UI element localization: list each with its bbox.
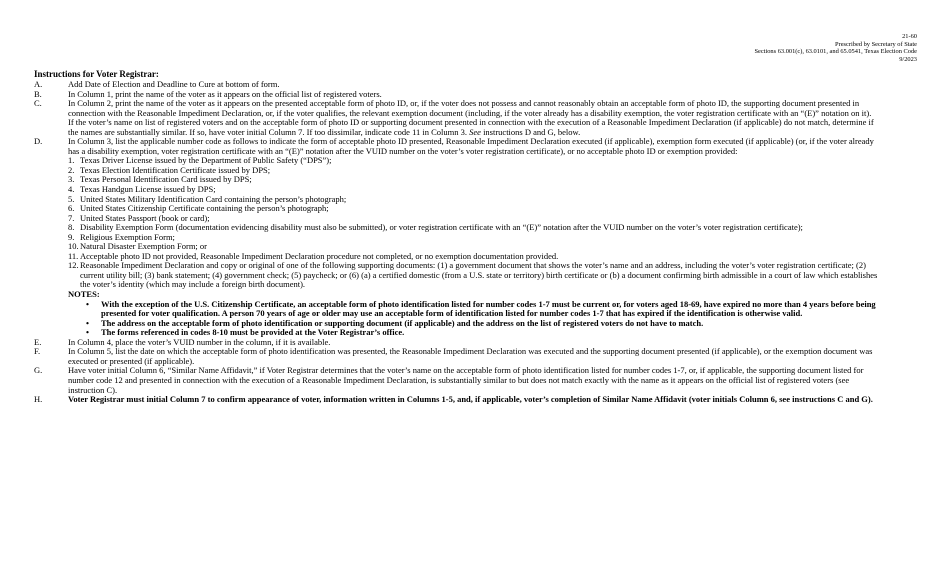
note-item [68, 300, 879, 319]
instruction-d [34, 137, 879, 337]
code-number: 8. [68, 222, 75, 233]
prescribed-by: Prescribed by Secretary of State [835, 40, 917, 48]
code-text: United States Citizenship Certificate containing the person’s photograph; [80, 203, 329, 214]
form-header [754, 33, 917, 63]
statute-sections: Sections 63.001(c), 63.0101, and 65.0541, Texas Election Code [754, 48, 917, 56]
note-text: The address on the acceptable form of photo identification or supporting document (if applicable) and the address on the list of registered voters do not have to match. [101, 317, 704, 328]
code-number: 4. [68, 184, 75, 195]
code-number: 10. [68, 241, 79, 252]
notes-label: NOTES: [68, 289, 100, 300]
instruction-f [34, 347, 879, 366]
instruction-text: Voter Registrar must initial Column 7 to confirm appearance of voter, information written in Columns 1-5, and, if applicable, voter’s completion of Similar Name Affidavit (voter initials Column 6, see instructions C and G). [68, 394, 873, 405]
instruction-letter: B. [34, 88, 42, 99]
see-emphasis: See [469, 126, 481, 137]
form-number: 21-60 [902, 33, 917, 40]
instruction-text: Have voter initial Column 6, “Similar Name Affidavit,” if Voter Registrar determines that the voter’s name on the acceptable form of photo identification listed for number codes 1-7, or, if applicable, the supporting document listed for number code 12 and presented in connection with the execution of a Reasonable Impediment Declaration, is substantially similar to but does not match exactly with the name as it appears on the official list of registered voters (see instruction C). [68, 365, 864, 395]
form-date: 9/2023 [899, 55, 917, 63]
bullet-icon: • [86, 327, 89, 338]
instructions-list [34, 80, 879, 405]
bullet-icon: • [86, 298, 89, 309]
code-number: 9. [68, 231, 75, 242]
code-number: 11. [68, 250, 79, 261]
instruction-text: In Column 3, list the applicable number code as follows to indicate the form of acceptable photo ID presented, Reasonable Impediment Declaration executed (if applicable), exemption form executed (if applicable) (or, if the voter already has a disability exemption, voter registration certificate with an “(E)” notation after the VUID number on the voter’s voter registration certificate), or no acceptable photo ID or exemption provided: [68, 136, 874, 156]
instruction-letter: C. [34, 98, 42, 109]
code-number: 3. [68, 174, 75, 185]
instruction-text-continued: instructions D and G, below. [480, 126, 581, 137]
code-number: 12. [68, 260, 79, 271]
instruction-letter: G. [34, 365, 43, 376]
code-item-12 [68, 261, 879, 290]
instruction-g [34, 366, 879, 395]
code-number: 5. [68, 193, 75, 204]
code-number: 7. [68, 212, 75, 223]
note-text: The forms referenced in codes 8-10 must be provided at the Voter Registrar’s office. [101, 327, 405, 338]
code-text: United States Passport (book or card); [80, 212, 210, 223]
instruction-text: In Column 2, print the name of the voter as it appears on the presented acceptable form of photo ID, or, if the voter does not possess and cannot reasonably obtain an acceptable form of photo ID, the supporting document presented in connection with the Reasonable Impediment Declaration, or, if the voter qualifies, the relevant exemption document (including, if the voter already has a disability exemption, the voter registration certificate with an “(E)” notation on it). If the voter’s name on list of registered voters and on the acceptable form of photo ID or supporting document presented in connection with the execution of a Reasonable Impediment Declaration (if applicable) do not match, determine if the names are substantially similar. If so, have voter initial Column 7. If too dissimilar, indicate code 11 in Column 3. [68, 98, 874, 137]
code-text: Acceptable photo ID not provided, Reasonable Impediment Declaration procedure not completed, or no exemption documentation provided. [80, 250, 559, 261]
instruction-text: In Column 1, print the name of the voter as it appears on the official list of registered voters. [68, 88, 382, 99]
instruction-letter: A. [34, 79, 43, 89]
code-text: Reasonable Impediment Declaration and copy or original of one of the following supporting documents: (1) a government document that shows the voter’s name and an address, including the voter’s voter registration certificate; (2) current utility bill; (3) bank statement; (4) government check; (5) paycheck; or (6) (a) a certified domestic (from a U.S. state or territory) birth certificate or (b) a document confirming birth admissible in a court of law which establishes the voter’s identity (which may include a foreign birth document). [80, 260, 878, 290]
instruction-c [34, 99, 879, 137]
instruction-h [34, 395, 879, 405]
instruction-letter: E. [34, 336, 42, 347]
code-text: United States Military Identification Card containing the person’s photograph; [80, 193, 347, 204]
code-text: Texas Personal Identification Card issued by DPS; [80, 174, 252, 185]
code-number: 2. [68, 164, 75, 175]
instruction-letter: H. [34, 394, 43, 405]
notes-list [68, 300, 879, 338]
id-code-list [68, 156, 879, 290]
code-text: Texas Election Identification Certificate issued by DPS; [80, 164, 271, 175]
instruction-text: Add Date of Election and Deadline to Cure at bottom of form. [68, 79, 280, 89]
code-number: 1. [68, 155, 75, 166]
instruction-letter: D. [34, 136, 43, 147]
code-text: Religious Exemption Form; [80, 231, 175, 242]
code-number: 6. [68, 203, 75, 214]
code-text: Texas Driver License issued by the Department of Public Safety (“DPS”); [80, 155, 332, 166]
instruction-letter: F. [34, 346, 41, 357]
note-text: With the exception of the U.S. Citizenship Certificate, an acceptable form of photo identification listed for number codes 1-7 must be current or, for voters aged 18-69, have expired no more than 4 years before being presented for voter qualification. A person 70 years of age or older may use an acceptable form of identification listed for number codes 1-7 that has expired if the identification is otherwise valid. [101, 298, 876, 319]
code-item-8 [68, 223, 879, 233]
instruction-text: In Column 4, place the voter’s VUID number in the column, if it is available. [68, 336, 331, 347]
code-text: Texas Handgun License issued by DPS; [80, 184, 216, 195]
code-text: Natural Disaster Exemption Form; or [80, 241, 208, 252]
instruction-text: In Column 5, list the date on which the acceptable form of photo identification was presented, the Reasonable Impediment Declaration was executed and the supporting document presented (if applicable), or the exemption document was executed or presented (if applicable). [68, 346, 873, 366]
instructions-title: Instructions for Voter Registrar: [34, 69, 159, 79]
code-text: Disability Exemption Form (documentation evidencing disability must also be submitted), or voter registration certificate with an “(E)” notation after the VUID number on the voter’s voter registration certificate); [80, 222, 803, 233]
bullet-icon: • [86, 317, 89, 328]
